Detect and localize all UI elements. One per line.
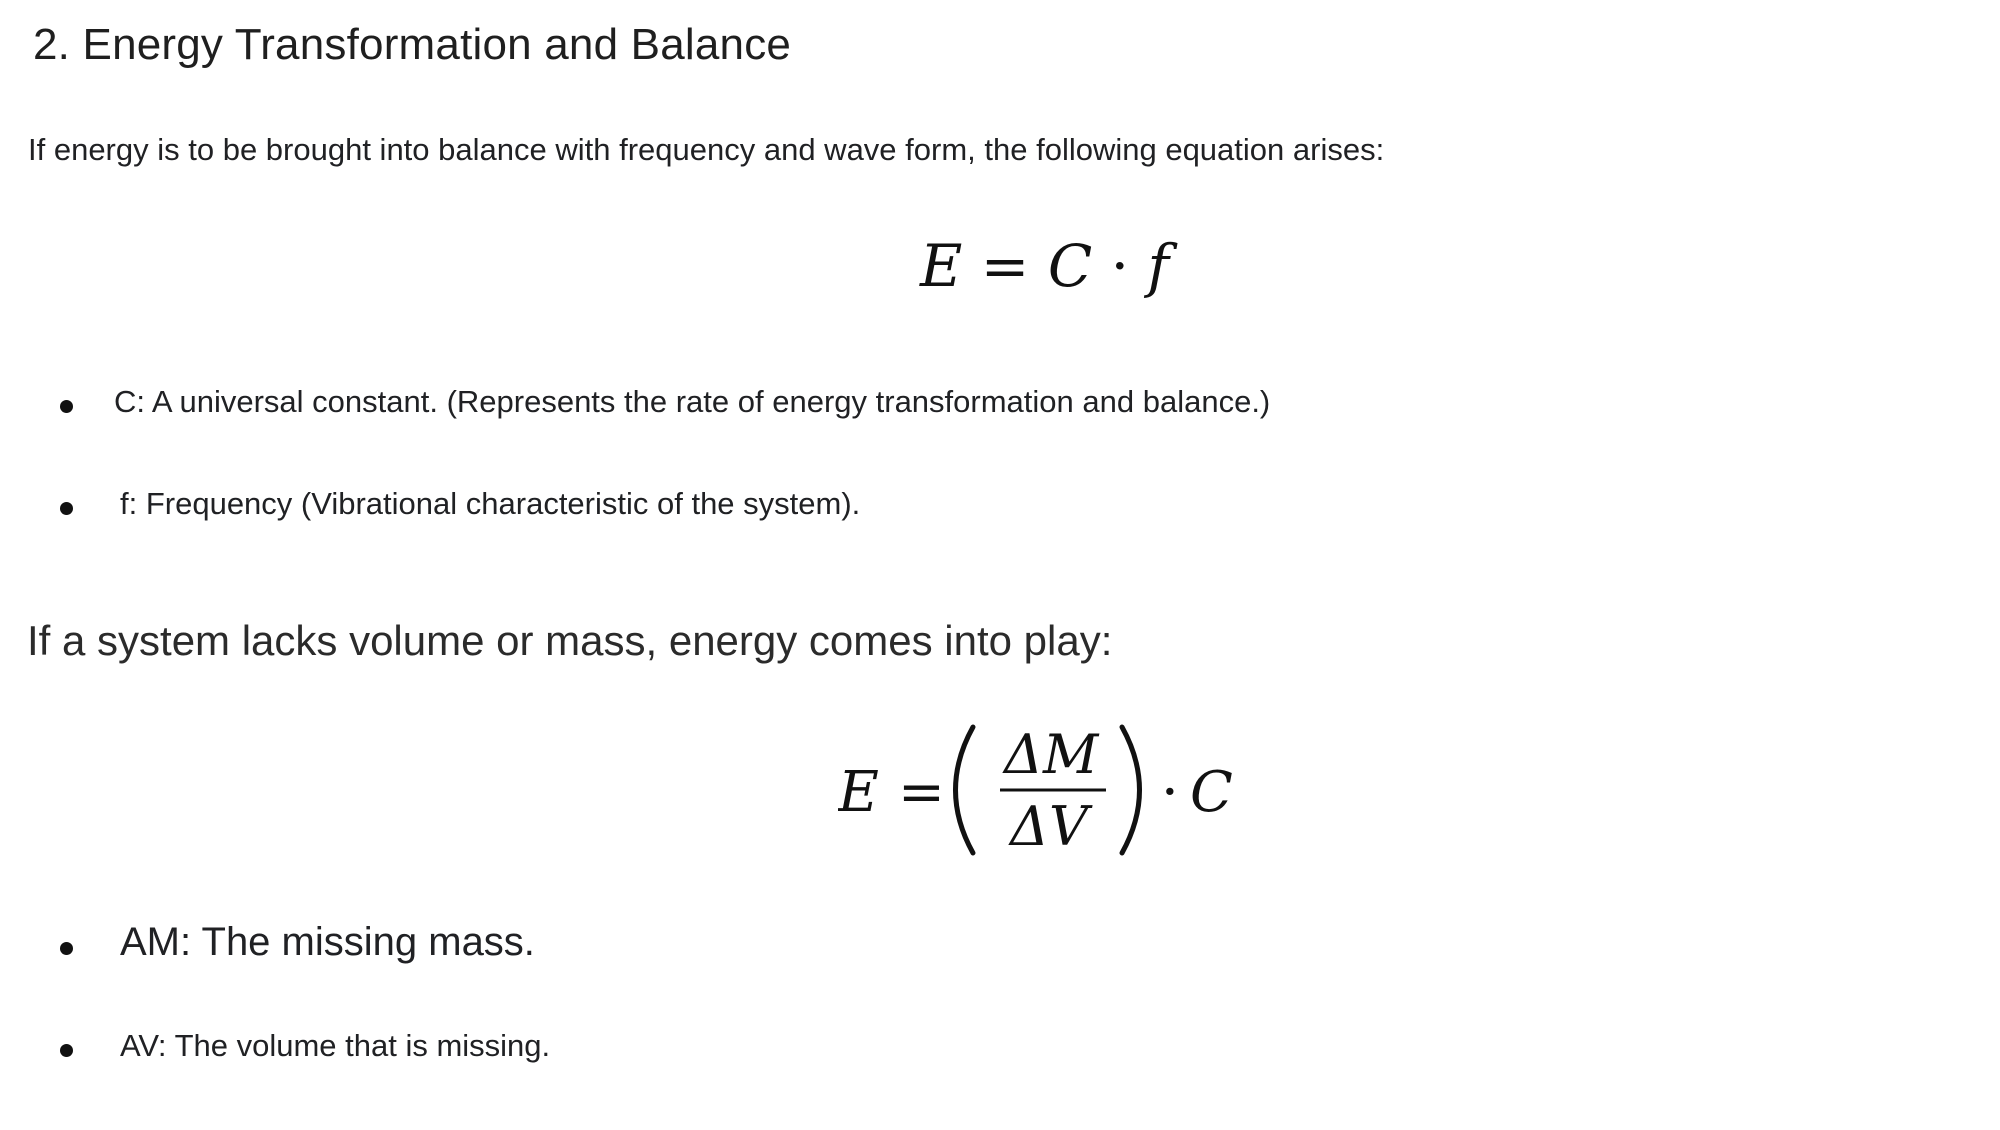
list-item-text: AM: The missing mass.	[120, 920, 535, 964]
eq2-equals: =	[898, 760, 945, 825]
bullet-dot-icon	[60, 400, 73, 413]
eq2-denominator: ΔV	[1010, 795, 1088, 858]
section-heading: 2. Energy Transformation and Balance	[33, 20, 792, 69]
bullet-dot-icon	[60, 502, 73, 515]
list-item-text: f: Frequency (Vibrational characteristic of the system).	[120, 486, 861, 521]
equation-energy-frequency	[920, 232, 1169, 300]
eq1-constant: C	[1047, 232, 1093, 300]
eq2-numerator: ΔM	[1004, 723, 1099, 786]
eq1-frequency: f	[1147, 232, 1169, 300]
right-paren-icon	[1122, 727, 1140, 853]
eq2-constant: C	[1190, 760, 1233, 825]
list-item-text: AV: The volume that is missing.	[120, 1028, 551, 1063]
left-paren-icon	[956, 727, 974, 853]
eq1-lhs: E	[920, 232, 963, 300]
equation-energy-mass-volume	[838, 715, 1258, 865]
eq2-lhs: E	[838, 760, 879, 825]
eq1-dot: ·	[1110, 232, 1130, 300]
section-subheading: If a system lacks volume or mass, energy comes into play:	[27, 617, 1113, 664]
intro-paragraph: If energy is to be brought into balance with frequency and wave form, the following equation arises:	[28, 132, 1385, 167]
bullet-dot-icon	[60, 1044, 73, 1057]
bullet-dot-icon	[60, 942, 73, 955]
eq1-equals: =	[980, 232, 1030, 300]
list-item-text: C: A universal constant. (Represents the rate of energy transformation and balance.)	[114, 384, 1271, 419]
eq2-dot: ·	[1161, 760, 1179, 825]
